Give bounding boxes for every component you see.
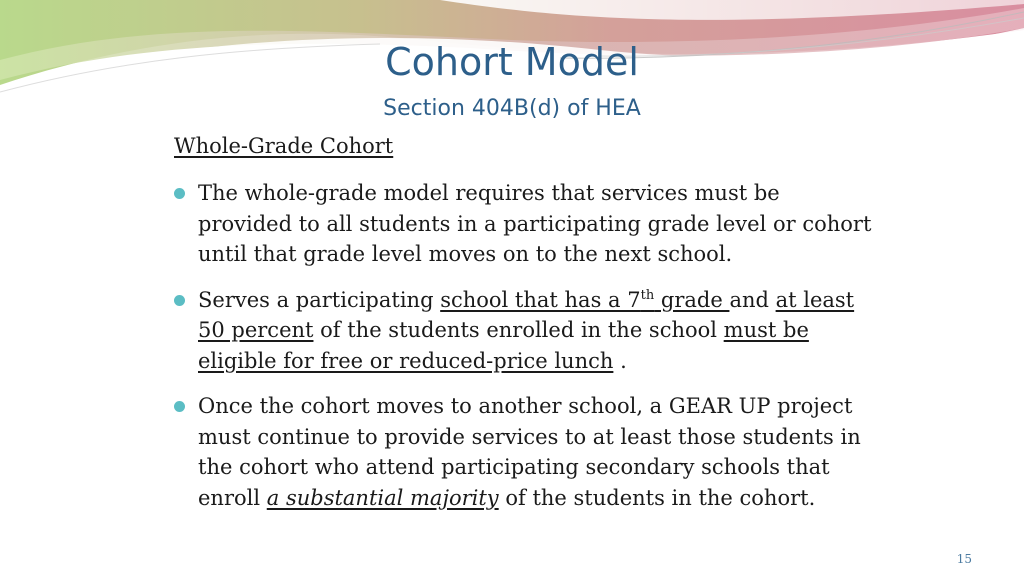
bullet-dot-icon	[174, 295, 185, 306]
slide-title: Cohort Model	[385, 40, 639, 84]
bullet-list	[172, 178, 872, 528]
section-heading: Whole-Grade Cohort	[174, 134, 394, 158]
emphasized-phrase: a substantial majority	[266, 485, 499, 510]
bullet-dot-icon	[174, 188, 185, 199]
bullet-text: of the students enrolled in the school	[313, 318, 724, 342]
bullet-dot-icon	[174, 401, 185, 412]
page-number: 15	[956, 552, 972, 566]
bullet-text: .	[613, 348, 627, 373]
bullet-item	[172, 391, 872, 513]
underlined-phrase: must be eligible for free or reduced-price lunch	[198, 318, 809, 373]
superscript: th	[640, 287, 655, 303]
underlined-phrase: at least 50 percent	[198, 287, 855, 342]
bullet-item	[172, 178, 872, 270]
bullet-text: Serves a participating	[198, 287, 441, 312]
underlined-phrase: school that has a 7th grade	[440, 287, 730, 312]
bullet-text: and	[729, 287, 776, 312]
bullet-text: Once the cohort moves to another school, a GEAR UP project must continue to provide services to at least those students in the cohort who attend participating secondary schools that enroll	[198, 394, 861, 510]
slide-subtitle: Section 404B(d) of HEA	[383, 96, 641, 121]
bullet-item	[172, 285, 872, 377]
bullet-text: The whole-grade model requires that services must be provided to all students in a participating grade level or cohort until that grade level moves on to the next school.	[198, 181, 872, 266]
bullet-text: of the students in the cohort.	[498, 485, 816, 510]
